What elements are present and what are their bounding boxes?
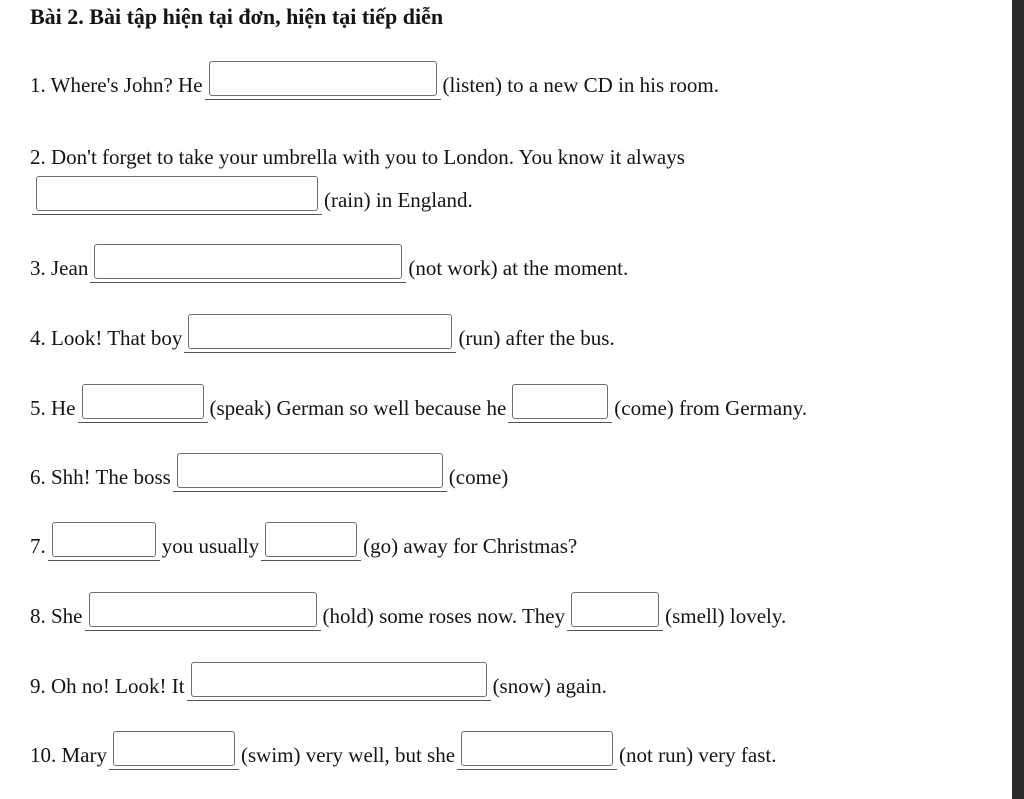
question-1 bbox=[30, 60, 719, 100]
question-9-blank-1[interactable] bbox=[187, 662, 491, 701]
question-8 bbox=[30, 591, 786, 631]
question-9-text-b: (snow) again. bbox=[492, 674, 607, 698]
question-7-text-b: you usually bbox=[161, 534, 260, 558]
question-5 bbox=[30, 383, 807, 423]
question-10-text-a: 10. Mary bbox=[30, 743, 107, 767]
question-4-text-a: 4. Look! That boy bbox=[30, 326, 183, 350]
question-6-text-a: 6. Shh! The boss bbox=[30, 465, 171, 489]
question-7-text-a: 7. bbox=[30, 534, 46, 558]
question-3-text-a: 3. Jean bbox=[30, 256, 89, 280]
question-4-text-b: (run) after the bus. bbox=[458, 326, 615, 350]
question-6-blank-1[interactable] bbox=[173, 453, 447, 492]
answer-box[interactable] bbox=[52, 522, 156, 557]
answer-box[interactable] bbox=[94, 244, 402, 279]
question-3 bbox=[30, 243, 628, 283]
question-7 bbox=[30, 521, 577, 561]
answer-box[interactable] bbox=[36, 176, 318, 211]
question-1-blank-1[interactable] bbox=[205, 61, 441, 100]
question-5-text-a: 5. He bbox=[30, 396, 76, 420]
answer-box[interactable] bbox=[82, 384, 204, 419]
question-5-text-b: (speak) German so well because he bbox=[209, 396, 507, 420]
question-10 bbox=[30, 730, 777, 770]
question-8-blank-1[interactable] bbox=[85, 592, 321, 631]
question-2-continued bbox=[30, 175, 473, 215]
page-edge bbox=[1012, 0, 1024, 799]
question-1-text-b: (listen) to a new CD in his room. bbox=[442, 73, 719, 97]
question-6-text-b: (come) bbox=[448, 465, 509, 489]
question-2-text-a: 2. Don't forget to take your umbrella with you to London. You know it always bbox=[30, 145, 685, 169]
question-9-text-a: 9. Oh no! Look! It bbox=[30, 674, 185, 698]
answer-box[interactable] bbox=[89, 592, 317, 627]
question-5-blank-2[interactable] bbox=[508, 384, 612, 423]
question-9 bbox=[30, 661, 607, 701]
question-10-blank-2[interactable] bbox=[457, 731, 617, 770]
question-4 bbox=[30, 313, 615, 353]
question-2-text-b: (rain) in England. bbox=[324, 188, 473, 212]
answer-box[interactable] bbox=[188, 314, 452, 349]
question-10-text-c: (not run) very fast. bbox=[619, 743, 777, 767]
question-3-blank-1[interactable] bbox=[90, 244, 406, 283]
answer-box[interactable] bbox=[461, 731, 613, 766]
answer-box[interactable] bbox=[209, 61, 437, 96]
answer-box[interactable] bbox=[265, 522, 357, 557]
question-2-blank-1[interactable] bbox=[32, 176, 322, 215]
question-10-blank-1[interactable] bbox=[109, 731, 239, 770]
question-8-text-b: (hold) some roses now. They bbox=[322, 604, 566, 628]
exercise-title: Bài 2. Bài tập hiện tại đơn, hiện tại tiếp diễn bbox=[30, 4, 444, 29]
question-8-text-c: (smell) lovely. bbox=[665, 604, 787, 628]
question-7-blank-2[interactable] bbox=[261, 522, 361, 561]
question-1-text-a: 1. Where's John? He bbox=[30, 73, 203, 97]
question-7-text-c: (go) away for Christmas? bbox=[363, 534, 578, 558]
answer-box[interactable] bbox=[512, 384, 608, 419]
question-6 bbox=[30, 452, 508, 492]
question-7-blank-1[interactable] bbox=[48, 522, 160, 561]
question-8-text-a: 8. She bbox=[30, 604, 83, 628]
answer-box[interactable] bbox=[113, 731, 235, 766]
answer-box[interactable] bbox=[191, 662, 487, 697]
question-4-blank-1[interactable] bbox=[184, 314, 456, 353]
answer-box[interactable] bbox=[571, 592, 659, 627]
question-10-text-b: (swim) very well, but she bbox=[241, 743, 456, 767]
answer-box[interactable] bbox=[177, 453, 443, 488]
question-2 bbox=[30, 132, 685, 172]
question-5-blank-1[interactable] bbox=[78, 384, 208, 423]
question-3-text-b: (not work) at the moment. bbox=[408, 256, 629, 280]
question-8-blank-2[interactable] bbox=[567, 592, 663, 631]
question-5-text-c: (come) from Germany. bbox=[614, 396, 808, 420]
